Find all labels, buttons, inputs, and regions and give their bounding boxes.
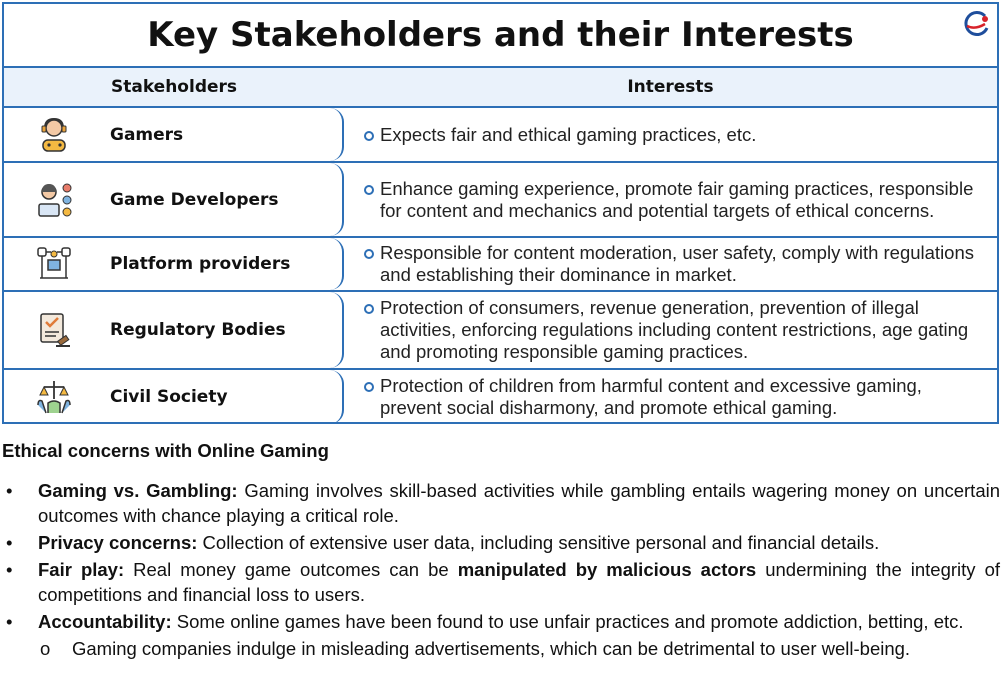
stakeholders-table [2, 2, 999, 424]
stakeholder-name: Regulatory Bodies [110, 320, 286, 340]
concerns-list [0, 478, 1000, 661]
header-interests: Interests [344, 68, 997, 108]
stakeholder-name: Game Developers [110, 189, 279, 210]
table-title: Key Stakeholders and their Interests [4, 4, 997, 68]
regulatory-icon [34, 310, 74, 350]
table-row [4, 163, 997, 238]
table-row [4, 238, 997, 292]
gamer-icon [34, 115, 74, 155]
developer-icon [34, 180, 74, 220]
platform-icon [34, 244, 74, 284]
interest-text: Expects fair and ethical gaming practices, etc. [364, 124, 756, 146]
list-item: • Privacy concerns: Collection of extensive user data, including sensitive personal and financial details. [6, 532, 880, 553]
interest-text: Responsible for content moderation, user safety, comply with regulations and establishing their dominance in market. [364, 242, 977, 286]
list-item: • Accountability: Some online games have been found to use unfair practices and promote addiction, betting, etc. [6, 611, 964, 632]
interest-text: Protection of consumers, revenue generation, prevention of illegal activities, enforcing regulations including content restrictions, age gating and promoting responsible gaming practices. [364, 297, 977, 363]
stakeholder-name: Gamers [110, 124, 184, 145]
list-item: • Fair play: Real money game outcomes can be manipulated by malicious actors undermining the integrity of competitions and financial loss to users. [6, 559, 1000, 605]
header-stakeholders: Stakeholders [4, 68, 344, 108]
table-row [4, 108, 997, 163]
sub-list-item: o Gaming companies indulge in misleading advertisements, which can be detrimental to user well-being. [40, 638, 911, 659]
stakeholder-name: Civil Society [110, 387, 228, 407]
interest-text: Protection of children from harmful content and excessive gaming, prevent social disharmony, and promote ethical gaming. [364, 375, 977, 419]
civil-society-icon [34, 377, 74, 417]
section-title: Ethical concerns with Online Gaming [2, 440, 329, 461]
table-row [4, 292, 997, 370]
logo-icon [961, 10, 991, 38]
table-row [4, 370, 997, 424]
interest-text: Enhance gaming experience, promote fair gaming practices, responsible for content and mechanics and potential targets of ethical concerns. [364, 178, 977, 222]
stakeholder-name: Platform providers [110, 254, 291, 274]
list-item: • Gaming vs. Gambling: Gaming involves skill-based activities while gambling entails wagering money on uncertain outcomes with chance playing a critical role. [6, 480, 1001, 526]
